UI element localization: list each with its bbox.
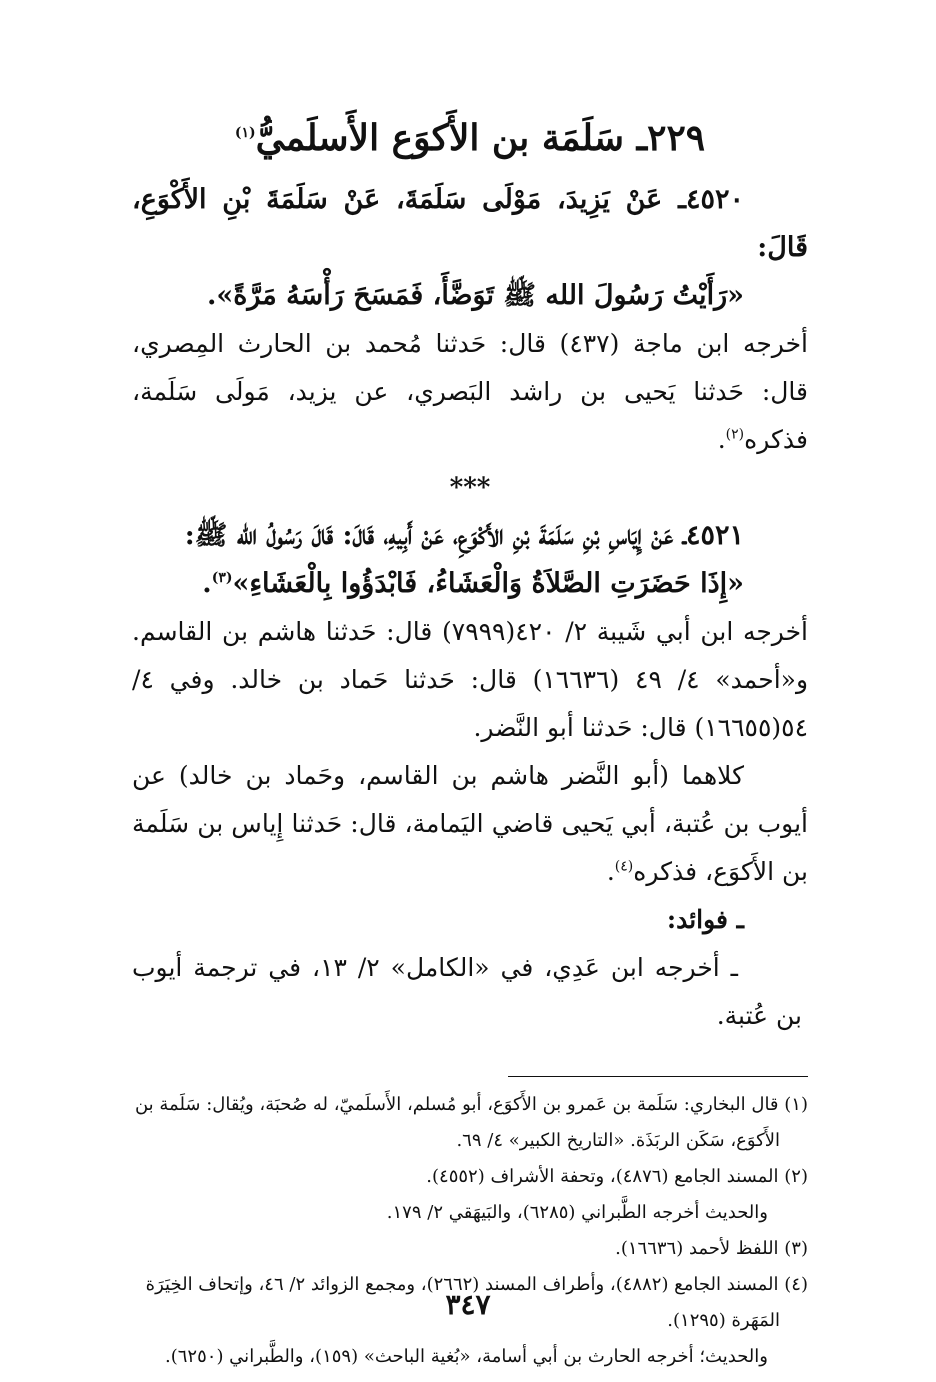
footnote-ref-2: (٢) xyxy=(725,426,745,443)
hadith-4520-line1: ٤٥٢٠ـ عَنْ يَزِيدَ، مَوْلَى سَلَمَةَ، عَنْ سَلَمَةَ بْنِ الأَكْوَعِ، قَالَ: xyxy=(132,184,808,263)
chapter-title-text: ٢٢٩ـ سَلَمَة بن الأَكوَع الأَسلَميُّ xyxy=(255,117,706,159)
benefit-item: ـ أخرجه ابن عَدِي، في «الكامل» ٢/ ١٣، في ترجمة أيوب بن عُتبة. xyxy=(132,953,802,1030)
hadith-4521-line2-end: . xyxy=(202,568,212,599)
footnote-3-line1: (٣) اللفظ لأحمد (١٦٦٣٦). xyxy=(615,1238,808,1259)
hadith-4521-line2 xyxy=(132,560,808,608)
hadith-4521-line1: ٤٥٢١ـ عَنْ إِيَاسِ بْنِ سَلَمَةَ بْنِ الأَكْوَعِ، عَنْ أَبِيهِ، قَالَ: قَالَ رَسُولُ الله ﷺ: xyxy=(184,520,744,551)
footnote-1-line2: الأَكوَع، سَكَن الربَذَة. «التاريخ الكبير» ٤/ ٦٩. xyxy=(456,1130,780,1151)
footnote-2-line1: (٢) المسند الجامع (٤٨٧٦)، وتحفة الأشراف (٤٥٥٢). xyxy=(426,1166,808,1187)
page-number: ٣٤٧ xyxy=(445,1288,491,1321)
benefits-heading: ـ فوائد: xyxy=(666,905,744,934)
hadith-4520-takhrij-text: أخرجه ابن ماجة (٤٣٧) قال: حَدثنا مُحمد بن الحارث المِصري، قال: حَدثنا يَحيى بن راشد البَصري، عن يزيد، مَولَى سَلَمة، فذكره xyxy=(132,329,808,454)
hadith-4520-takhrij-end: . xyxy=(717,425,726,454)
footnote-4-line1: (٤) المسند الجامع (٤٨٨٢)، وأطراف المسند (٢٦٦٢)، ومجمع الزوائد ٢/ ٤٦، وإتحاف الخِيَرَة xyxy=(145,1274,808,1295)
chapter-title xyxy=(132,108,808,168)
hadith-4521-takhrij2-text: كلاهما (أبو النَّضر هاشم بن القاسم، وحَماد بن خالد) عن أيوب بن عُتبة، أبي يَحيى قاضي اليَمامة، قال: حَدثنا إِياس بن سَلَمة بن الأَكوَع، فذكره xyxy=(132,761,808,886)
hadith-4521-takhrij1: أخرجه ابن أبي شَيبة ٢/ ٤٢٠(٧٩٩٩) قال: حَدثنا هاشم بن القاسم. و«أحمد» ٤/ ٤٩ (١٦٦٣٦) قال: حَدثنا حَماد بن خالد. وفي ٤/ ٥٤(١٦٦٥٥) قال: حَدثنا أبو النَّضر. xyxy=(132,617,809,742)
hadith-4520-line2: «رَأَيْتُ رَسُولَ الله ﷺ تَوَضَّأَ، فَمَسَحَ رَأْسَهُ مَرَّةً». xyxy=(206,280,744,311)
footnote-ref-4: (٤) xyxy=(614,858,634,875)
hadith-4521-takhrij2 xyxy=(132,752,808,896)
section-separator: *** xyxy=(449,473,491,503)
hadith-4521-takhrij2-end: . xyxy=(606,857,615,886)
footnote-ref-3: (٣) xyxy=(211,570,233,586)
hadith-4520-takhrij xyxy=(132,320,808,464)
footnotes xyxy=(132,1087,808,1375)
footnote-divider xyxy=(508,1076,808,1077)
chapter-footnote-ref: (١) xyxy=(234,125,256,141)
footnote-4-line3: والحديث؛ أخرجه الحارث بن أبي أسامة، «بُغية الباحث» (١٥٩)، والطَّبراني (٦٢٥٠). xyxy=(165,1346,768,1367)
hadith-4521-line2-text: «إِذَا حَضَرَتِ الصَّلاَةُ وَالْعَشَاءُ، فَابْدَؤُوا بِالْعَشَاءِ» xyxy=(232,568,744,599)
footnote-1-line1: (١) قال البخاري: سَلَمة بن عَمرو بن الأَكوَع، أبو مُسلم، الأَسلَميّ، له صُحبَة، ويُقال: سَلَمة بن xyxy=(134,1094,808,1115)
footnote-4-line2: المَهَرة (١٢٩٥). xyxy=(667,1310,780,1331)
footnote-2-line2: والحديث أخرجه الطَّبراني (٦٢٨٥)، والبَيهَقي ٢/ ١٧٩. xyxy=(386,1202,768,1223)
main-text xyxy=(132,176,808,1040)
